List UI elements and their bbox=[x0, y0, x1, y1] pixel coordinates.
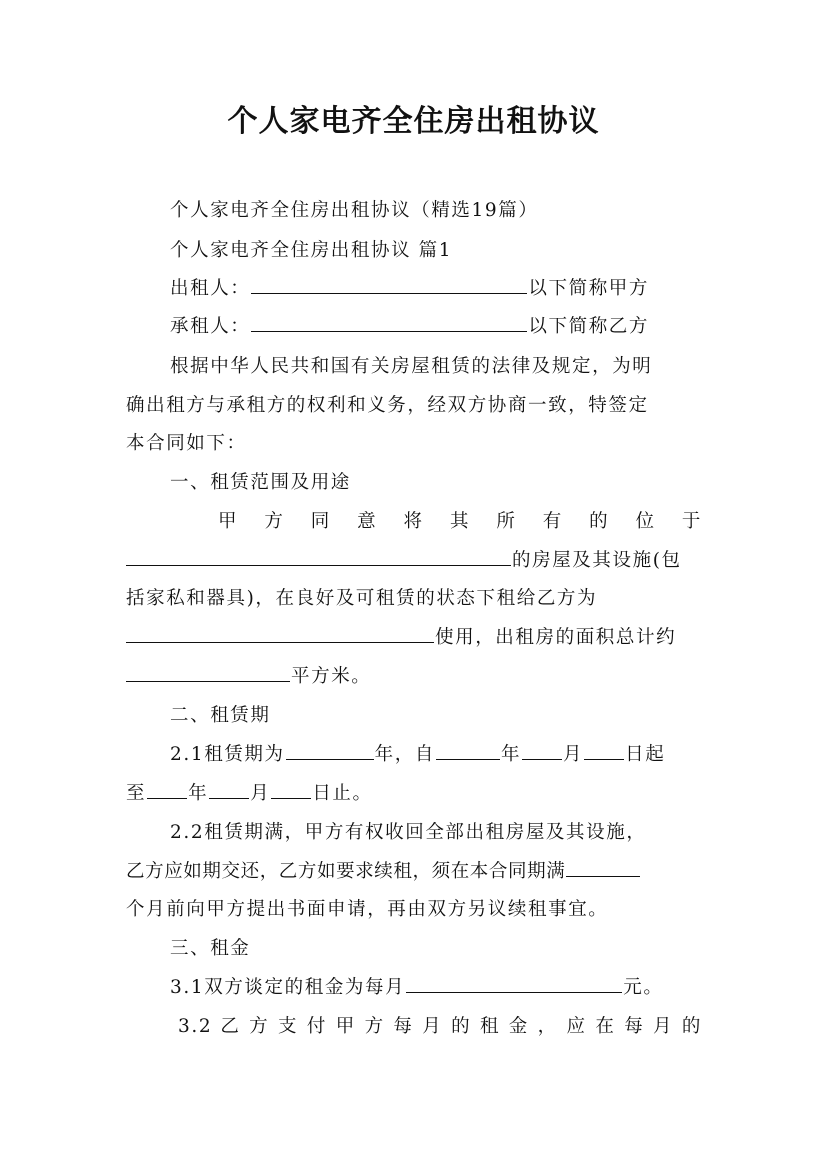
clause-2-2-line-2 bbox=[126, 857, 702, 887]
clause-3-1-text-a: 3.1双方谈定的租金为每月 bbox=[170, 977, 406, 998]
clause-1-line-4-text: 使用，出租房的面积总计约 bbox=[435, 627, 677, 648]
lessee-line bbox=[170, 312, 702, 342]
start-year-blank bbox=[436, 741, 500, 760]
lessee-suffix: 以下简称乙方 bbox=[528, 316, 650, 337]
end-year-blank bbox=[147, 780, 187, 799]
section-1-heading: 一、租赁范围及用途 bbox=[170, 472, 351, 493]
location-blank bbox=[126, 547, 511, 566]
clause-2-1-text-c: 年 bbox=[500, 744, 522, 765]
clause-1-line-2 bbox=[126, 546, 702, 576]
clause-2-1-text-f: 至 bbox=[126, 783, 147, 804]
document-title: 个人家电齐全住房出租协议 bbox=[227, 104, 600, 139]
start-month-blank bbox=[522, 741, 562, 760]
preamble-line-2: 确出租方与承租方的权利和义务，经双方协商一致，特签定 bbox=[126, 395, 649, 416]
clause-1-line-5-text: 平方米。 bbox=[291, 666, 372, 687]
lessee-label: 承租人： bbox=[170, 316, 251, 337]
section-heading-pian1: 个人家电齐全住房出租协议 篇1 bbox=[170, 240, 453, 261]
end-month-blank bbox=[209, 780, 249, 799]
clause-2-1-text-d: 月 bbox=[563, 744, 584, 765]
clause-2-2-line-1: 2.2租赁期满，甲方有权收回全部出租房屋及其设施， bbox=[170, 822, 647, 843]
section-3-heading: 三、租金 bbox=[170, 938, 251, 959]
lessor-line bbox=[170, 274, 702, 304]
lessor-label: 出租人： bbox=[170, 278, 251, 299]
clause-3-1-line bbox=[170, 973, 702, 1003]
clause-1-line-2-text: 的房屋及其设施(包 bbox=[512, 550, 682, 571]
preamble-line-3: 本合同如下： bbox=[126, 433, 247, 454]
clause-3-1-text-b: 元。 bbox=[623, 977, 664, 998]
end-day-blank bbox=[271, 780, 311, 799]
lessee-blank bbox=[251, 313, 527, 332]
term-years-blank bbox=[286, 741, 374, 760]
clause-2-1-text-i: 日止。 bbox=[312, 783, 373, 804]
clause-2-2-line-3: 个月前向甲方提出书面申请，再由双方另议续租事宜。 bbox=[126, 899, 609, 920]
clause-1-line-1: 甲 方 同 意 将 其 所 有 的 位 于 bbox=[218, 511, 702, 532]
clause-3-2-line-1: 3.2 乙 方 支 付 甲 方 每 月 的 租 金 ， 应 在 每 月 的 bbox=[178, 1016, 702, 1037]
clause-1-line-3: 括家私和器具)，在良好及可租赁的状态下租给乙方为 bbox=[126, 588, 598, 609]
clause-1-line-5 bbox=[126, 662, 702, 692]
area-blank bbox=[126, 663, 290, 682]
clause-1-line-4 bbox=[126, 623, 702, 653]
use-blank bbox=[126, 624, 434, 643]
renewal-months-blank bbox=[566, 858, 640, 877]
preamble-line-1: 根据中华人民共和国有关房屋租赁的法律及规定，为明 bbox=[170, 356, 653, 377]
clause-2-1-text-a: 2.1租赁期为 bbox=[170, 744, 285, 765]
lessor-suffix: 以下简称甲方 bbox=[528, 278, 650, 299]
subtitle-line: 个人家电齐全住房出租协议（精选19篇） bbox=[170, 200, 539, 221]
clause-2-1-text-h: 月 bbox=[250, 783, 271, 804]
clause-2-1-line-1 bbox=[170, 740, 702, 770]
lessor-blank bbox=[251, 275, 527, 294]
section-2-heading: 二、租赁期 bbox=[170, 705, 271, 726]
clause-2-1-text-g: 年 bbox=[188, 783, 209, 804]
clause-2-1-text-e: 日起 bbox=[625, 744, 666, 765]
clause-2-1-line-2 bbox=[126, 779, 702, 809]
clause-2-2-text-a: 乙方应如期交还，乙方如要求续租，须在本合同期满 bbox=[126, 861, 566, 882]
rent-amount-blank bbox=[406, 974, 622, 993]
clause-2-1-text-b: 年，自 bbox=[374, 744, 435, 765]
start-day-blank bbox=[584, 741, 624, 760]
